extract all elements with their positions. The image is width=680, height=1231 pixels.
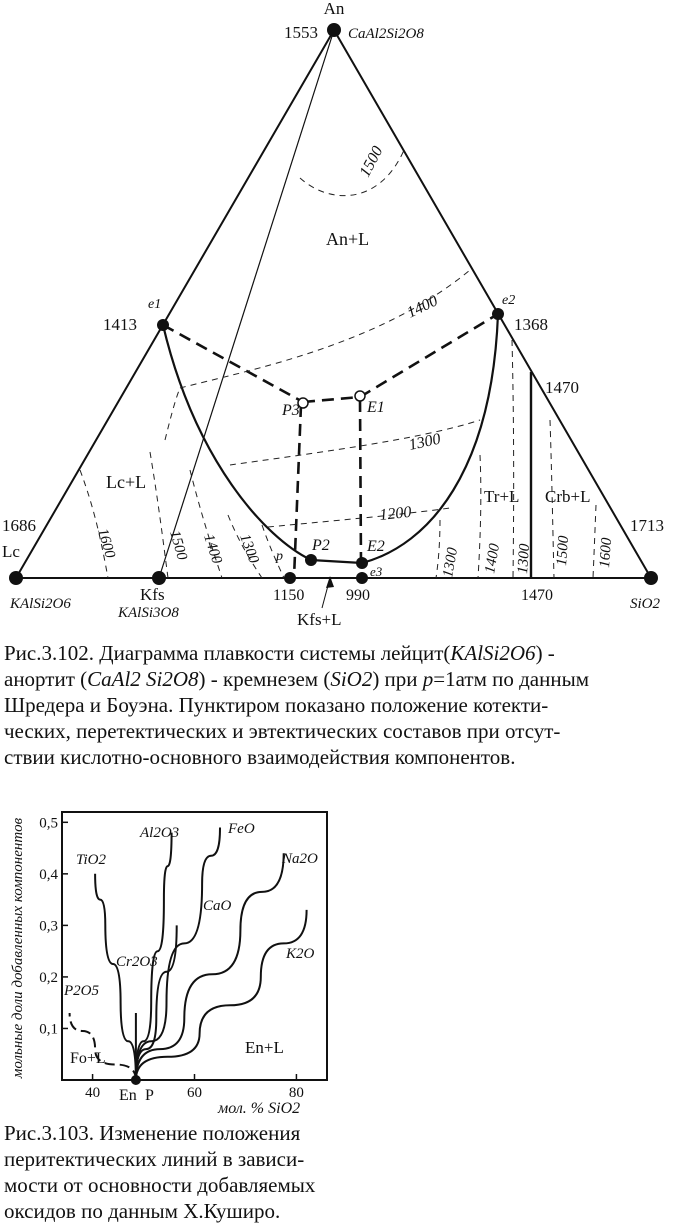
point-e2 — [492, 308, 504, 320]
peritectic-shift-chart — [0, 800, 680, 1120]
dash-P3-E1 — [303, 397, 360, 402]
label-P3: P3 — [282, 402, 300, 419]
point-e1 — [157, 319, 169, 331]
point-E2 — [356, 557, 368, 569]
caption1-text2d: =1атм по данным — [433, 667, 590, 691]
formula-an: CaAl2Si2O8 — [348, 26, 424, 42]
series-label-cr2o3: Cr2O3 — [116, 954, 158, 970]
iso-label-1300-mid: 1300 — [407, 430, 443, 454]
iso-label-1500-r: 1500 — [554, 535, 573, 567]
temp-sio2: 1713 — [630, 516, 664, 535]
iso-label-1400-r: 1400 — [482, 542, 504, 575]
y-tick-label: 0,5 — [39, 815, 58, 832]
caption2-line2: перитектических линий в зависи- — [4, 1147, 305, 1171]
series-line-p2o5 — [70, 1013, 136, 1080]
caption1-line1 — [4, 640, 589, 666]
iso-label-1500-left: 1500 — [166, 528, 190, 562]
isotherm-1200 — [268, 508, 450, 527]
label-P2: P2 — [312, 537, 330, 554]
isotherm-1600-left — [80, 470, 108, 578]
y-tick-label: 0,2 — [39, 969, 58, 986]
y-axis-title: мольные доли добавленных компонентов — [10, 817, 26, 1079]
caption-fig-3-102 — [4, 640, 589, 770]
label-an: An — [323, 0, 345, 18]
isotherm-1300-r1 — [436, 520, 440, 578]
caption1-line4: ческих, перетектических и эвтектических составов при отсут- — [4, 719, 561, 743]
isotherm-1400-top — [180, 270, 470, 388]
caption1-text2c: ) при — [372, 667, 423, 691]
caption1-text1-end: ) - — [535, 641, 555, 665]
point-P2 — [305, 554, 317, 566]
caption1-lc-formula: KAlSi2O6 — [450, 641, 536, 665]
series-label-tio2: TiO2 — [76, 852, 107, 868]
iso-label-1600-left: 1600 — [94, 526, 118, 560]
boundary-curve — [163, 314, 498, 563]
field-kfs-l: Kfs+L — [297, 610, 342, 629]
x-tick-label: 80 — [288, 1085, 304, 1101]
iso-label-1400-left: 1400 — [200, 532, 225, 566]
label-p-point: P — [145, 1087, 154, 1104]
iso-label-1400-top: 1400 — [404, 292, 441, 322]
iso-label-1500-top: 1500 — [356, 143, 387, 180]
caption2-line1 — [4, 1120, 315, 1146]
temp-1470-bottom: 1470 — [521, 587, 553, 604]
point-990 — [356, 572, 368, 584]
dash-e1-P3 — [163, 325, 303, 402]
label-en: En — [119, 1087, 137, 1104]
temp-990: 990 — [346, 587, 370, 604]
caption-fig-3-103 — [4, 1120, 315, 1224]
point-an — [327, 23, 341, 37]
isotherm-1300-r2 — [512, 340, 514, 578]
caption1-text2a: анортит ( — [4, 667, 88, 691]
peritectic-point — [132, 1076, 140, 1084]
field-lc-l: Lc+L — [106, 472, 147, 492]
dash-E1-e2 — [360, 314, 498, 397]
temp-1150: 1150 — [273, 587, 305, 604]
point-kfs — [152, 571, 166, 585]
caption1-fig-no: Рис.3.102. — [4, 641, 94, 665]
field-tr-l: Tr+L — [484, 487, 520, 506]
isotherm-1500-top — [300, 150, 404, 196]
y-tick-label: 0,3 — [39, 918, 58, 935]
series-label-feo: FeO — [228, 821, 255, 837]
x-tick-label: 60 — [187, 1085, 202, 1101]
iso-label-1300-r1: 1300 — [440, 546, 462, 579]
series-label-cao: CaO — [203, 898, 232, 914]
temp-e1: 1413 — [103, 315, 137, 334]
label-E2: E2 — [367, 538, 385, 555]
point-sio2 — [644, 571, 658, 585]
caption2-line4: оксидов по данным Х.Куширо. — [4, 1199, 281, 1223]
series-label-p2o5: P2O5 — [64, 983, 99, 999]
caption1-p-symbol: p — [422, 667, 434, 691]
field-en-l: En+L — [245, 1038, 284, 1057]
caption1-line5: ствии кислотно-основного взаимодействия компонентов. — [4, 745, 516, 769]
series-label-k2o: K2O — [286, 946, 315, 962]
x-axis-title: мол. % SiO2 — [218, 1100, 301, 1117]
label-e1: e1 — [148, 297, 162, 312]
iso-label-1200: 1200 — [378, 503, 413, 524]
isotherm-1300-mid — [230, 420, 480, 465]
temp-an: 1553 — [284, 23, 318, 42]
iso-label-1600-r: 1600 — [597, 537, 616, 569]
side-temp-1470: 1470 — [545, 378, 579, 397]
y-tick-label: 0,1 — [39, 1021, 58, 1038]
series-label-na2o: Na2O — [282, 851, 318, 867]
point-E1 — [355, 391, 365, 401]
caption1-line2 — [4, 666, 589, 692]
label-lc: Lc — [2, 542, 20, 561]
isotherms — [80, 150, 596, 578]
formula-kfs: KAlSi3O8 — [118, 605, 179, 621]
caption1-si-formula: SiO2 — [330, 667, 373, 691]
x-tick-label: 40 — [85, 1085, 101, 1101]
isotherm-upper-left — [165, 388, 180, 440]
isotherm-1600-r — [593, 505, 596, 578]
label-E1: E1 — [367, 399, 385, 416]
dash-E1-down — [360, 400, 361, 565]
point-lc — [9, 571, 23, 585]
label-kfs: Kfs — [140, 585, 165, 604]
join-line-an-kfs — [159, 30, 334, 578]
label-e2: e2 — [502, 293, 516, 308]
temp-e2: 1368 — [514, 315, 548, 334]
label-e3: e3 — [370, 564, 383, 579]
caption2-fig-no: Рис.3.103. — [4, 1121, 94, 1145]
field-crb-l: Crb+L — [545, 487, 591, 506]
caption2-text1: Изменение положения — [99, 1121, 301, 1145]
field-an-l: An+L — [326, 229, 370, 249]
iso-label-1300-r2: 1300 — [515, 543, 534, 575]
caption2-line3: мости от основности добавляемых — [4, 1173, 316, 1197]
isotherm-1400-r — [478, 455, 481, 578]
y-tick-label: 0,4 — [39, 866, 58, 883]
formula-lc: KAlSi2O6 — [10, 596, 71, 612]
field-fo-l: Fo+L — [70, 1050, 106, 1067]
point-1150 — [284, 572, 296, 584]
series-label-al2o3: Al2O3 — [140, 825, 180, 841]
temp-lc: 1686 — [2, 516, 36, 535]
caption1-an-formula: CaAl2 Si2O8 — [87, 667, 199, 691]
label-p: p — [276, 549, 283, 564]
caption1-text1: Диаграмма плавкости системы лейцит( — [99, 641, 451, 665]
iso-label-1300-left: 1300 — [236, 531, 262, 566]
caption1-text2b: ) - кремнезем ( — [198, 667, 331, 691]
formula-sio2: SiO2 — [630, 596, 660, 612]
caption1-line3: Шредера и Боуэна. Пунктиром показано положение котекти- — [4, 693, 549, 717]
